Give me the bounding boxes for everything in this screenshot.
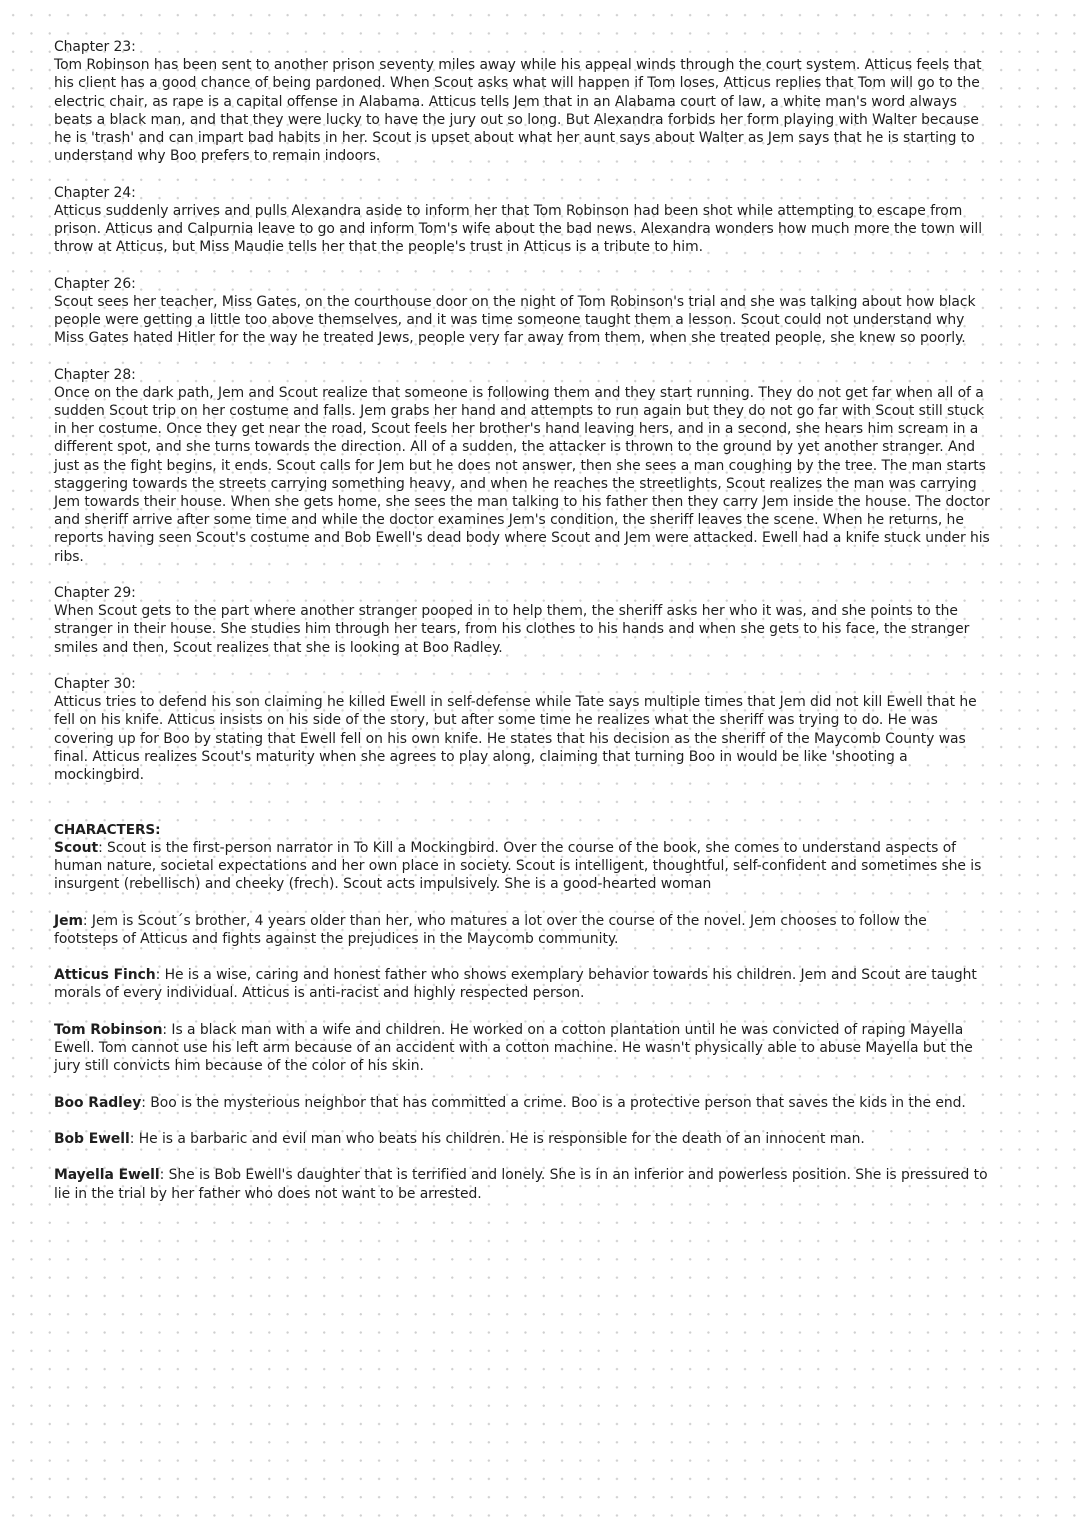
character-description <box>54 912 994 948</box>
character-atticus <box>54 966 994 1002</box>
character-mayella <box>54 1166 994 1202</box>
characters-heading: CHARACTERS: <box>54 821 161 838</box>
chapter-summary: Atticus tries to defend his son claiming he killed Ewell in self-defense while Tate says multiple times that Jem did not kill Ewell that he fell on his knife. Atticus insists on his side of the story, but after some time he realizes what the sheriff was trying to do. He was covering up for Boo by stating that Ewell fell on his own knife. He states that his decision as the sheriff of the Maycomb County was final. Atticus realizes Scout's maturity when she agrees to play along, claiming that turning Boo in would be like 'shooting a mockingbird. <box>54 694 977 784</box>
notes-content <box>54 38 994 1221</box>
character-name: Mayella Ewell <box>54 1167 160 1184</box>
character-text: : Jem is Scout´s brother, 4 years older than her, who matures a lot over the course of the novel. Jem chooses to follow the footsteps of Atticus and fights against the prejudices in the Maycomb community. <box>54 912 927 947</box>
chapter-26-section <box>54 275 994 348</box>
chapter-23-section <box>54 38 994 165</box>
chapter-heading: Chapter 24: <box>54 184 136 201</box>
chapter-heading: Chapter 28: <box>54 366 136 383</box>
character-description <box>54 1166 994 1202</box>
chapter-heading: Chapter 26: <box>54 275 136 292</box>
character-tom <box>54 1021 994 1076</box>
character-text: : He is a wise, caring and honest father who shows exemplary behavior towards his children. Jem and Scout are taught morals of every individual. Atticus is anti-racist and highly respected person. <box>54 967 977 1002</box>
character-name: Tom Robinson <box>54 1021 163 1038</box>
character-description <box>54 966 994 1002</box>
character-text: : Scout is the first-person narrator in To Kill a Mockingbird. Over the course of the book, she comes to understand aspects of human nature, societal expectations and her own place in society. Scout is intelligent, thoughtful, self-confident and sometimes she is insurgent (rebellisch) and cheeky (frech). Scout acts impulsively. She is a good-hearted woman <box>54 839 982 893</box>
chapter-heading: Chapter 30: <box>54 676 136 693</box>
chapter-30-section <box>54 675 994 784</box>
chapter-summary: Atticus suddenly arrives and pulls Alexandra aside to inform her that Tom Robinson had been shot while attempting to escape from prison. Atticus and Calpurnia leave to go and inform Tom's wife about the bad news. Alexandra wonders how much more the town will throw at Atticus, but Miss Maudie tells her that the people's trust in Atticus is a tribute to him. <box>54 202 983 256</box>
character-text: : Boo is the mysterious neighbor that has committed a crime. Boo is a protective person that saves the kids in the end. <box>141 1094 966 1111</box>
character-description <box>54 1130 994 1148</box>
chapter-heading: Chapter 29: <box>54 585 136 602</box>
chapter-summary: Tom Robinson has been sent to another prison seventy miles away while his appeal winds through the court system. Atticus feels that his client has a good chance of being pardoned. When Scout asks what will happen if Tom loses, Atticus replies that Tom will go to the electric chair, as rape is a capital offense in Alabama. Atticus tells Jem that in an Alabama court of law, a white man's word always beats a black man, and that they were lucky to have the jury out so long. But Alexandra forbids her form playing with Walter because he is 'trash' and can impart bad habits in her. Scout is upset about what her aunt says about Walter as Jem says that he is starting to understand why Boo prefers to remain indoors. <box>54 57 982 165</box>
character-description <box>54 1021 994 1076</box>
character-text: : She is Bob Ewell's daughter that is terrified and lonely. She is in an inferior and powerless position. She is pressured to lie in the trial by her father who does not want to be arrested. <box>54 1167 988 1202</box>
character-bob <box>54 1130 994 1148</box>
character-boo <box>54 1094 994 1112</box>
character-name: Boo Radley <box>54 1094 142 1111</box>
chapter-summary: When Scout gets to the part where another stranger pooped in to help them, the sheriff asks her who it was, and she points to the stranger in their house. She studies him through her tears, from his clothes to his hands and when she gets to his face, the stranger smiles and then, Scout realizes that she is looking at Boo Radley. <box>54 603 970 656</box>
chapter-24-section <box>54 184 994 257</box>
chapter-summary: Scout sees her teacher, Miss Gates, on the courthouse door on the night of Tom Robinson's trial and she was talking about how black people were getting a little too above themselves, and it was time someone taught them a lesson. Scout could not understand why Miss Gates hated Hitler for the way he treated Jews, people very far away from them, when she treated people, she knew so poorly. <box>54 293 976 347</box>
character-name: Atticus Finch <box>54 967 156 984</box>
character-description <box>54 839 994 894</box>
character-name: Scout <box>54 839 99 856</box>
chapter-summary: Once on the dark path, Jem and Scout realize that someone is following them and they start running. They do not get far when all of a sudden Scout trip on her costume and falls. Jem grabs her hand and attempts to run again but they do not go far with Scout still stuck in her costume. Once they get near the road, Scout feels her brother's hand leaving hers, and in a second, she hears him scream in a different spot, and she turns towards the direction. All of a sudden, the attacker is thrown to the ground by yet another stranger. And just as the fight begins, it ends. Scout calls for Jem but he does not answer, then she sees a man coughing by the tree. The man starts staggering towards the streets carrying something heavy, and when he reaches the streetlights, Scout realizes the man was carrying Jem towards their house. When she gets home, she sees the man talking to his father then they carry Jem inside the house. The doctor and sheriff arrive after some time and while the doctor examines Jem's condition, the sheriff leaves the scene. When he returns, he reports having seen Scout's costume and Bob Ewell's dead body where Scout and Jem were attacked. Ewell had a knife stuck under his ribs. <box>54 384 990 565</box>
character-description <box>54 1094 994 1112</box>
character-text: : He is a barbaric and evil man who beats his children. He is responsible for the death of an innocent man. <box>129 1131 865 1147</box>
character-jem <box>54 912 994 948</box>
character-name: Jem <box>54 912 83 929</box>
chapter-28-section <box>54 366 994 566</box>
character-name: Bob Ewell <box>54 1131 130 1147</box>
character-scout <box>54 821 994 894</box>
section-spacer <box>54 802 994 820</box>
chapter-29-section <box>54 584 994 657</box>
chapter-heading: Chapter 23: <box>54 39 136 55</box>
character-text: : Is a black man with a wife and children. He worked on a cotton plantation until he was convicted of raping Mayella Ewell. Tom cannot use his left arm because of an accident with a cotton machine. He wasn't physically able to abuse Mayella but the jury still convicts him because of the color of his skin. <box>54 1021 973 1075</box>
